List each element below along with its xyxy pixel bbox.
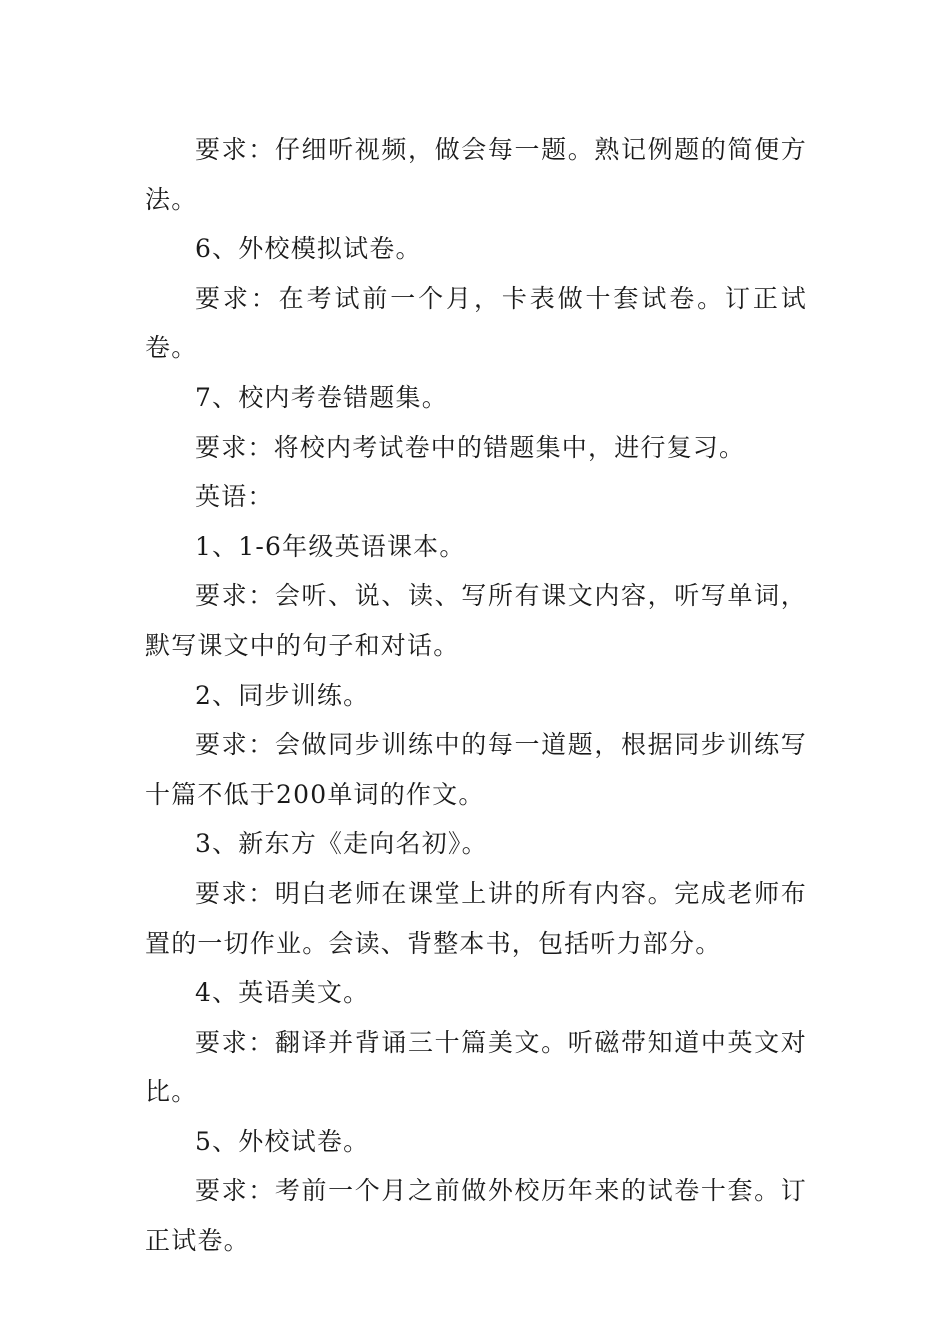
paragraph-english-item-4: 4、英语美文。 [195, 978, 370, 1008]
section-heading-english: 英语： [195, 482, 274, 512]
paragraph-english-req-2: 要求：会做同步训练中的每一道题，根据同步训练写十篇不低于200单词的作文。 [145, 730, 807, 809]
document-body [145, 125, 807, 1266]
paragraph-math-req-6: 要求：在考试前一个月，卡表做十套试卷。订正试卷。 [145, 283, 807, 363]
paragraph-english-item-3: 3、新东方《走向名初》。 [195, 829, 488, 859]
paragraph-english-item-2: 2、同步训练。 [195, 680, 370, 710]
paragraph-math-req-7: 要求：将校内考试卷中的错题集中，进行复习。 [195, 432, 746, 462]
paragraph-english-req-5: 要求：考前一个月之前做外校历年来的试卷十套。订正试卷。 [145, 1176, 807, 1256]
paragraph-english-req-4: 要求：翻译并背诵三十篇美文。听磁带知道中英文对比。 [145, 1027, 807, 1107]
paragraph-math-req-5: 要求：仔细听视频，做会每一题。熟记例题的简便方法。 [145, 135, 807, 214]
paragraph-english-item-5: 5、外校试卷。 [195, 1126, 370, 1156]
paragraph-english-req-3: 要求：明白老师在课堂上讲的所有内容。完成老师布置的一切作业。会读、背整本书，包括听力部分。 [145, 878, 807, 958]
paragraph-math-item-6: 6、外校模拟试卷。 [195, 234, 422, 264]
paragraph-math-item-7: 7、校内考卷错题集。 [195, 382, 448, 412]
paragraph-english-item-1: 1、1-6年级英语课本。 [195, 531, 466, 561]
paragraph-english-req-1: 要求：会听、说、读、写所有课文内容，听写单词，默写课文中的句子和对话。 [145, 581, 807, 660]
